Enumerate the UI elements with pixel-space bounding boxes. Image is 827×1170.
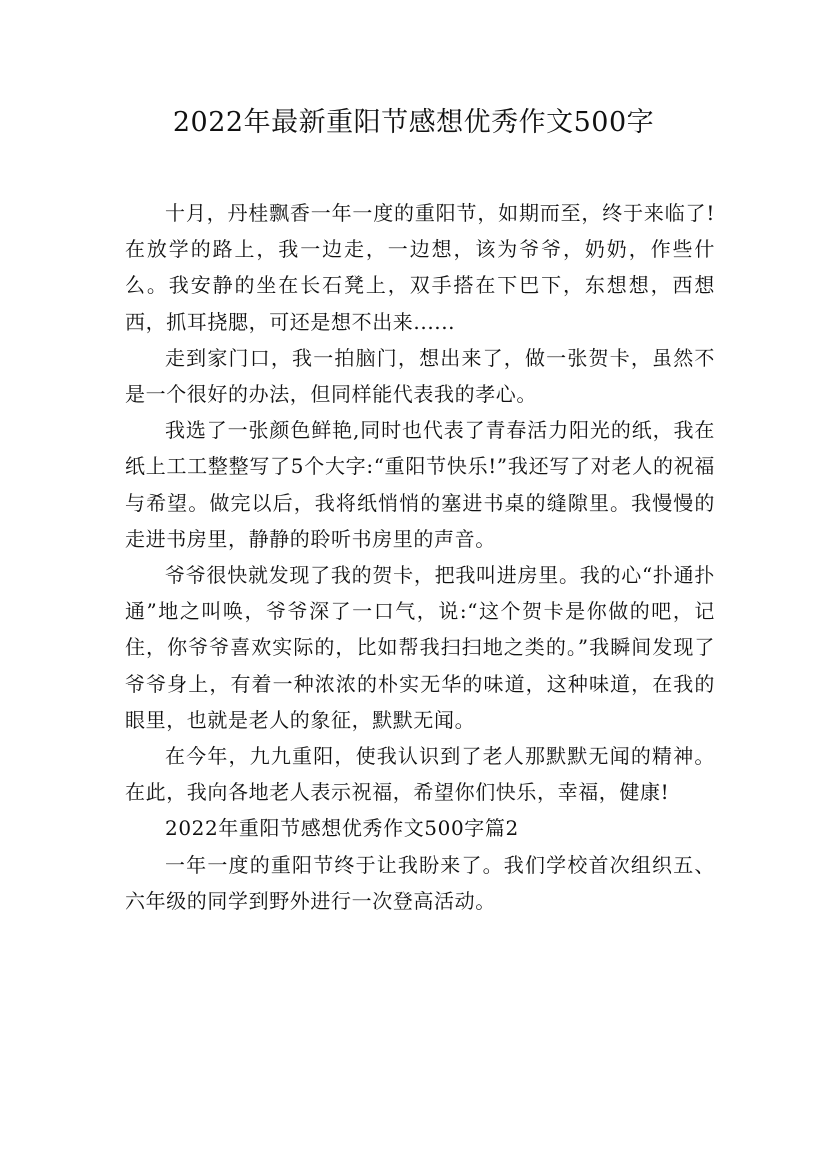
- paragraph-2: 走到家门口，我一拍脑门，想出来了，做一张贺卡，虽然不是一个很好的办法，但同样能代表我的孝心。: [125, 345, 715, 407]
- paragraph-5: 在今年，九九重阳，使我认识到了老人那默默无闻的精神。在此，我向各地老人表示祝福，希望你们快乐，幸福，健康!: [125, 744, 715, 805]
- document-body: [125, 195, 715, 919]
- paragraph-4: 爷爷很快就发现了我的贺卡，把我叫进房里。我的心“扑通扑通”地之叫唤，爷爷深了一口气，说:“这个贺卡是你做的吧，记住，你爷爷喜欢实际的，比如帮我扫扫地之类的。”我瞬间发现了爷爷身上，有着一种浓浓的朴实无华的味道，这种味道，在我的眼里，也就是老人的象征，默默无闻。: [125, 563, 715, 732]
- paragraph-3: 我选了一张颜色鲜艳,同时也代表了青春活力阳光的纸，我在纸上工工整整写了5个大字:“重阳节快乐!”我还写了对老人的祝福与希望。做完以后，我将纸悄悄的塞进书桌的缝隙里。我慢慢的走进书房里，静静的聆听书房里的声音。: [125, 418, 715, 551]
- section-heading-part-2: 2022年重阳节感想优秀作文500字篇2: [165, 816, 519, 841]
- document-title: 2022年最新重阳节感想优秀作文500字: [172, 107, 655, 138]
- paragraph-1: 十月，丹桂飘香一年一度的重阳节，如期而至，终于来临了!在放学的路上，我一边走，一边想，该为爷爷，奶奶，作些什么。我安静的坐在长石凳上，双手搭在下巴下，东想想，西想西，抓耳挠腮，可还是想不出来......: [125, 201, 715, 334]
- paragraph-6: 一年一度的重阳节终于让我盼来了。我们学校首次组织五、六年级的同学到野外进行一次登高活动。: [125, 852, 715, 913]
